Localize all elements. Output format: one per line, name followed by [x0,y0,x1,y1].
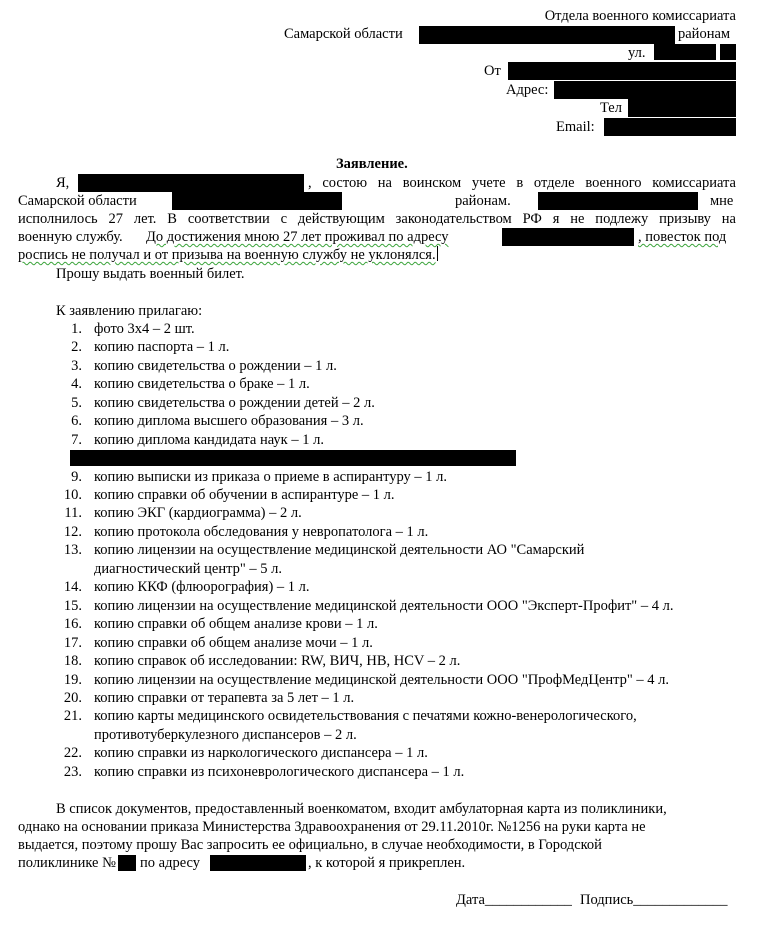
header-line1: Отдела военного комиссариата [544,8,736,24]
list-item-number: 12. [63,524,82,540]
redaction-block [118,855,136,871]
body-text: Прошу выдать военный билет. [56,266,245,282]
header-region-label: Самарской области [284,26,403,42]
list-item-number: 19. [63,672,82,688]
date-field-label: Дата____________ [456,892,572,908]
list-item-number: 3. [71,358,82,374]
text-cursor [437,246,438,261]
body-text: выдается, поэтому прошу Вас запросить ее официально, в случае необходимости, в Городской [18,837,602,853]
list-item: копию лицензии на осуществление медицинской деятельности ООО "ПрофМедЦентр" – 4 л. [94,672,670,688]
redaction-block [508,62,736,80]
header-districts-label: районам [678,26,731,42]
redaction-block [70,450,516,466]
list-item: копию свидетельства о рождении – 1 л. [94,358,337,374]
body-text: исполнилось 27 лет. В соответствии с действующим законодательством РФ я не подлежу призыву на [18,211,736,227]
redaction-block [628,99,736,117]
body-text: Самарской области [18,193,137,209]
body-text: однако на основании приказа Министерства Здравоохранения от 29.11.2010г. №1256 на руки карта не [18,819,646,835]
list-item: копию справки от терапевта за 5 лет – 1 л. [94,690,355,706]
list-item-number: 16. [63,616,82,632]
list-item: копию паспорта – 1 л. [94,339,230,355]
list-item-continuation: диагностический центр" – 5 л. [94,561,283,577]
list-item: копию справки из наркологического диспансера – 1 л. [94,745,428,761]
list-item: копию диплома кандидата наук – 1 л. [94,432,324,448]
header-street-label: ул. [628,45,646,61]
list-item: копию ЭКГ (кардиограмма) – 2 л. [94,505,302,521]
list-item-number: 18. [63,653,82,669]
list-item-number: 9. [71,469,82,485]
list-item-number: 17. [63,635,82,651]
list-item-number: 4. [71,376,82,392]
list-item: копию карты медицинского освидетельствования с печатями кожно-венерологического, [94,708,637,724]
body-text: поликлинике № [18,855,116,871]
body-text: , повесток под [638,229,727,245]
redaction-block [554,81,736,99]
document-title: Заявление. [336,156,408,172]
redaction-block [720,44,736,60]
list-item-number: 5. [71,395,82,411]
redaction-block [502,228,634,246]
body-text: , состою на воинском учете в отделе военного комиссариата [308,175,736,191]
list-item-number: 21. [63,708,82,724]
redaction-block [654,44,716,60]
list-item: копию лицензии на осуществление медицинской деятельности АО "Самарский [94,542,585,558]
list-item: копию справки об общем анализе мочи – 1 л. [94,635,373,651]
body-text: военную службу. [18,229,123,245]
body-text: До достижения мною 27 лет проживал по адресу [146,229,449,245]
redaction-block [419,26,675,44]
body-text: Я, [56,175,70,191]
signature-field-label: Подпись_____________ [580,892,728,908]
list-item-number: 2. [71,339,82,355]
list-item: фото 3х4 – 2 шт. [94,321,195,337]
list-item-number: 23. [63,764,82,780]
redaction-block [172,192,342,210]
list-item: копию справки об общем анализе крови – 1 л. [94,616,378,632]
list-item-number: 15. [63,598,82,614]
list-item-number: 20. [63,690,82,706]
list-item: копию справки из психоневрологического диспансера – 1 л. [94,764,465,780]
redaction-block [604,118,736,136]
list-item-number: 6. [71,413,82,429]
list-item-number: 22. [63,745,82,761]
redaction-block [210,855,306,871]
redaction-block [538,192,698,210]
list-item-number: 1. [71,321,82,337]
body-text: В список документов, предоставленный военкоматом, входит амбулаторная карта из поликлиники, [56,801,667,817]
list-item-number: 14. [63,579,82,595]
list-item: копию свидетельства о браке – 1 л. [94,376,310,392]
list-item-number: 7. [71,432,82,448]
header-from-label: От [484,63,501,79]
header-phone-label: Тел [600,100,622,116]
body-text: роспись не получал и от призыва на военную службу не уклонялся. [18,247,436,263]
list-item-number: 11. [64,505,82,521]
list-item: копию выписки из приказа о приеме в аспирантуру – 1 л. [94,469,448,485]
redaction-block [78,174,304,192]
list-item-number: 10. [63,487,82,503]
header-address-label: Адрес: [506,82,549,98]
body-text: мне [710,193,734,209]
body-text: районам. [455,193,511,209]
list-item: копию свидетельства о рождении детей – 2 л. [94,395,375,411]
body-text: , к которой я прикреплен. [308,855,466,871]
list-item: копию лицензии на осуществление медицинской деятельности ООО "Эксперт-Профит" – 4 л. [94,598,674,614]
list-item: копию протокола обследования у невропатолога – 1 л. [94,524,429,540]
list-item: копию диплома высшего образования – 3 л. [94,413,364,429]
list-item-continuation: противотуберкулезного диспансеров – 2 л. [94,727,357,743]
attachments-heading: К заявлению прилагаю: [56,303,203,319]
list-item: копию ККФ (флюорография) – 1 л. [94,579,310,595]
body-text: по адресу [140,855,200,871]
list-item: копию справки об обучении в аспирантуре – 1 л. [94,487,395,503]
list-item-number: 13. [63,542,82,558]
list-item: копию справок об исследовании: RW, ВИЧ, НВ, НСV – 2 л. [94,653,461,669]
header-email-label: Email: [556,119,595,135]
